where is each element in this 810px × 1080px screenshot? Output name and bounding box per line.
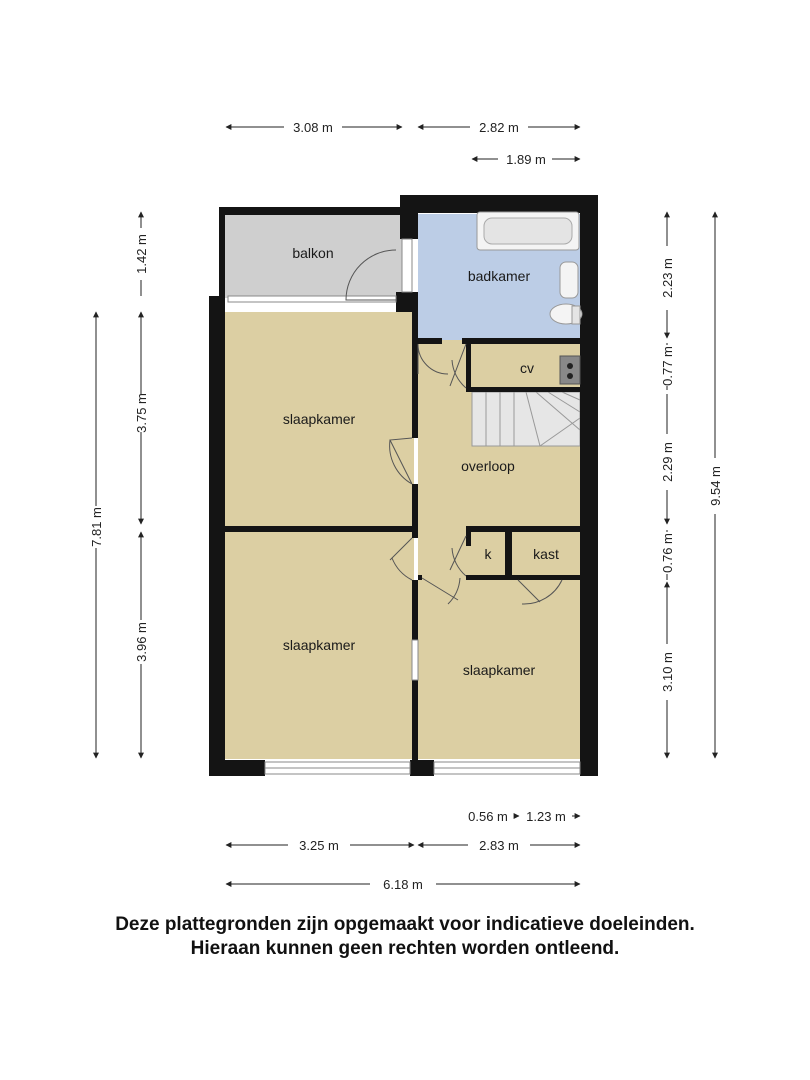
svg-text:0.56 m: 0.56 m bbox=[468, 809, 508, 824]
svg-text:1.23 m: 1.23 m bbox=[526, 809, 566, 824]
dimension-top-inner bbox=[472, 152, 580, 167]
svg-text:9.54 m: 9.54 m bbox=[708, 466, 723, 506]
svg-text:1.89 m: 1.89 m bbox=[506, 152, 546, 167]
svg-text:1.42 m: 1.42 m bbox=[134, 234, 149, 274]
room-label-kast: kast bbox=[533, 546, 559, 562]
svg-text:3.10 m: 3.10 m bbox=[660, 652, 675, 692]
svg-text:6.18 m: 6.18 m bbox=[383, 877, 423, 892]
room-label-slaapkamer-2: slaapkamer bbox=[282, 637, 356, 653]
svg-text:2.29 m: 2.29 m bbox=[660, 442, 675, 482]
svg-text:3.75 m: 3.75 m bbox=[134, 393, 149, 433]
dimension-right-badkamer bbox=[660, 212, 675, 338]
dimension-right-total bbox=[708, 212, 723, 758]
svg-text:2.82 m: 2.82 m bbox=[479, 120, 519, 135]
room-label-k: k bbox=[484, 546, 492, 562]
svg-text:3.25 m: 3.25 m bbox=[299, 838, 339, 853]
dimension-bottom-left bbox=[226, 838, 414, 853]
disclaimer-line-1: Deze plattegronden zijn opgemaakt voor indicatieve doeleinden. bbox=[115, 914, 695, 935]
svg-text:3.08 m: 3.08 m bbox=[293, 120, 333, 135]
dimension-right-cv bbox=[660, 343, 675, 390]
dimension-right-slaapkamer bbox=[660, 582, 675, 758]
room-label-cv: cv bbox=[520, 360, 534, 376]
room-label-slaapkamer-3: slaapkamer bbox=[462, 662, 536, 678]
dimension-top-left bbox=[226, 120, 402, 135]
svg-text:0.77 m: 0.77 m bbox=[660, 346, 675, 386]
room-label-balkon: balkon bbox=[292, 245, 334, 261]
dimension-bottom-right bbox=[418, 838, 580, 853]
svg-text:0.76 m: 0.76 m bbox=[660, 533, 675, 573]
svg-text:2.23 m: 2.23 m bbox=[660, 258, 675, 298]
boiler-icon bbox=[560, 356, 580, 384]
staircase bbox=[472, 392, 580, 446]
svg-text:3.96 m: 3.96 m bbox=[134, 622, 149, 662]
room-label-badkamer: badkamer bbox=[467, 268, 531, 284]
room-label-overloop: overloop bbox=[461, 458, 515, 474]
dimension-left-room2 bbox=[134, 532, 149, 758]
svg-text:7.81 m: 7.81 m bbox=[89, 507, 104, 547]
dimension-right-kast bbox=[660, 530, 675, 580]
disclaimer-line-2: Hieraan kunnen geen rechten worden ontleend. bbox=[190, 938, 620, 959]
dimension-top-right bbox=[418, 120, 580, 135]
dimension-left-balkon bbox=[134, 212, 149, 296]
dimension-bottom-total bbox=[226, 877, 580, 892]
dimension-left-total bbox=[89, 312, 104, 758]
svg-text:2.83 m: 2.83 m bbox=[479, 838, 519, 853]
dimension-left-room1 bbox=[134, 312, 149, 524]
room-label-slaapkamer-1: slaapkamer bbox=[282, 411, 356, 427]
dimension-right-overloop bbox=[660, 394, 675, 524]
dimension-bottom-small bbox=[468, 809, 580, 824]
